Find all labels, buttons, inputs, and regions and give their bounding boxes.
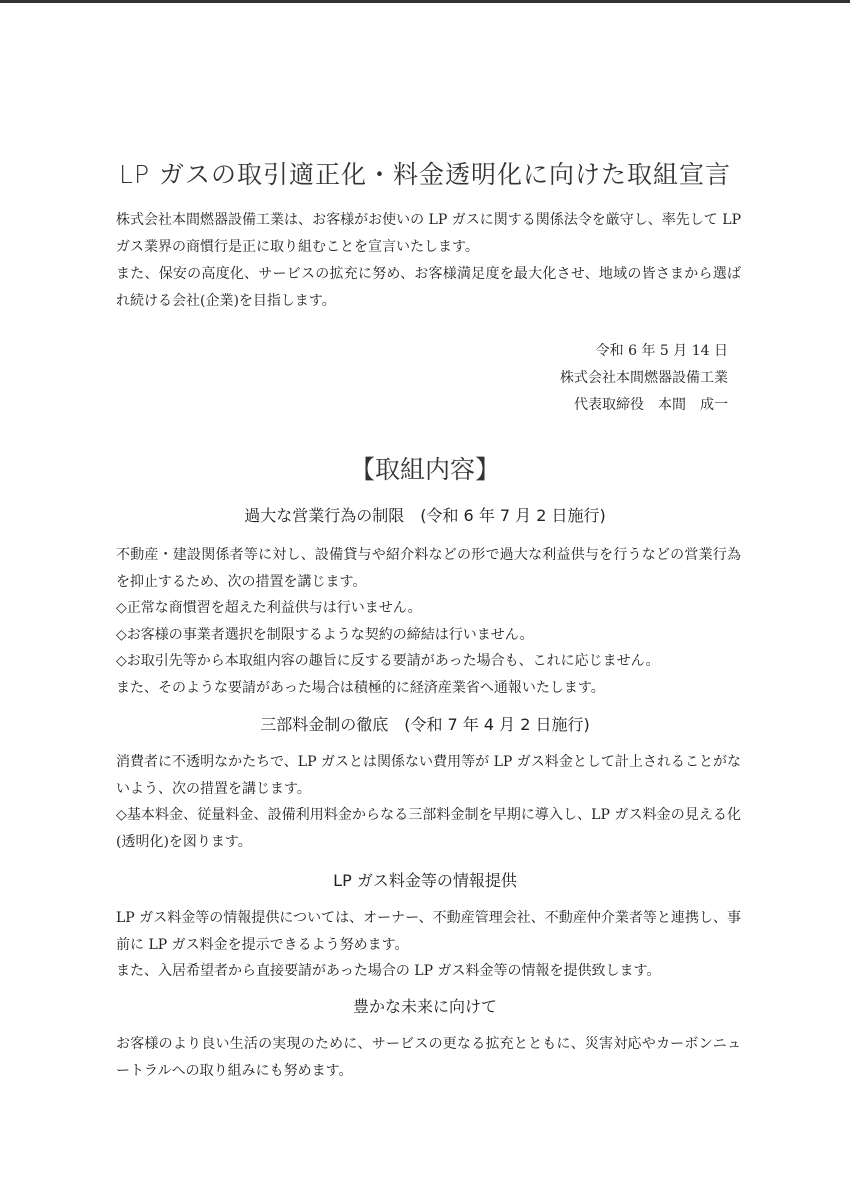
- body-paragraph: また、そのような要請があった場合は積極的に経済産業省へ通報いたします。: [116, 679, 605, 696]
- body-paragraph: LP ガス料金等の情報提供については、オーナー、不動産管理会社、不動産仲介業者等と連携し、事前に LP ガス料金を提示できるよう努めます。: [116, 910, 741, 953]
- intro-paragraph: 株式会社本間燃器設備工業は、お客様がお使いの LP ガスに関する関係法令を厳守し、率先して LP ガス業界の商慣行是正に取り組むことを宣言いたします。: [116, 212, 741, 255]
- subsection-body: [116, 905, 741, 985]
- subsection-heading: LP ガス料金等の情報提供: [333, 871, 517, 890]
- body-paragraph: また、入居希望者から直接要請があった場合の LP ガス料金等の情報を提供致します。: [116, 963, 661, 979]
- intro-text: [116, 207, 741, 315]
- body-paragraph: ◇お取引先等から本取組内容の趣旨に反する要請があった場合も、これに応じません。: [116, 653, 660, 669]
- signature-date: 令和 6 年 5 月 14 日: [595, 343, 728, 359]
- signature-company: 株式会社本間燃器設備工業: [560, 370, 728, 386]
- body-paragraph: お客様のより良い生活の実現のために、サービスの更なる拡充とともに、災害対応やカーボンニュートラルへの取り組みにも努めます。: [116, 1036, 741, 1079]
- subsection-body: [116, 749, 741, 855]
- subsection-heading: 三部料金制の徹底 (令和 7 年 4 月 2 日施行): [260, 715, 590, 734]
- body-paragraph: 消費者に不透明なかたちで、LP ガスとは関係ない費用等が LP ガス料金として計上されることがないよう、次の措置を講じます。: [116, 754, 741, 797]
- page-title: LP ガスの取引適正化・料金透明化に向けた取組宣言: [119, 160, 731, 189]
- intro-paragraph: また、保安の高度化、サービスの拡充に努め、お客様満足度を最大化させ、地域の皆さまから選ばれ続ける会社(企業)を目指します。: [116, 266, 741, 309]
- subsection-body: [116, 542, 741, 701]
- section-heading: 【取組内容】: [349, 455, 500, 484]
- body-paragraph: 不動産・建設関係者等に対し、設備貸与や紹介料などの形で過大な利益供与を行うなどの営業行為を抑止するため、次の措置を講じます。: [116, 547, 741, 590]
- body-paragraph: ◇お客様の事業者選択を制限するような契約の締結は行いません。: [116, 626, 534, 643]
- body-paragraph: ◇正常な商慣習を超えた利益供与は行いません。: [116, 600, 422, 616]
- subsection-heading: 豊かな未来に向けて: [352, 997, 497, 1016]
- top-border: [0, 0, 850, 3]
- signature-representative: 代表取締役 本間 成一: [574, 397, 728, 413]
- body-paragraph: ◇基本料金、従量料金、設備利用料金からなる三部料金制を早期に導入し、LP ガス料金の見える化(透明化)を図ります。: [116, 807, 741, 850]
- subsection-heading: 過大な営業行為の制限 (令和 6 年 7 月 2 日施行): [244, 506, 606, 525]
- signature-block: [560, 338, 728, 419]
- subsection-body: [116, 1031, 741, 1084]
